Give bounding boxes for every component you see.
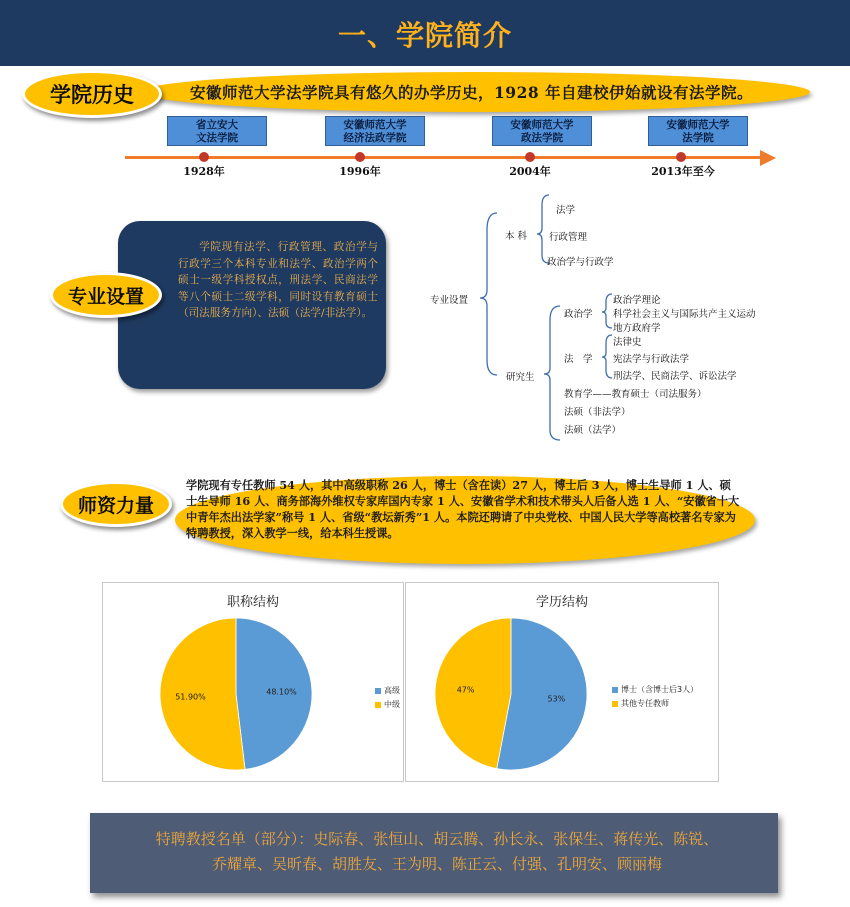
legend-swatch <box>375 702 381 708</box>
professors-line: 特聘教授名单（部分）：史际春、张恒山、胡云腾、孙长永、张保生、蒋传光、陈锐、 <box>155 830 719 848</box>
legend-item <box>612 684 698 695</box>
tree-other-item: 法硕（非法学） <box>564 407 631 418</box>
majors-tree-lines <box>0 0 850 450</box>
tree-law-label: 法 学 <box>564 354 593 365</box>
professors-line: 乔耀章、吴昕春、胡胜友、王为明、陈正云、付强、孔明安、顾丽梅 <box>211 855 662 873</box>
chart-title-structure <box>102 582 404 782</box>
faculty-label: 师资力量 <box>60 481 172 527</box>
tree-root: 专业设置 <box>430 295 469 306</box>
tree-undergrad-item: 政治学与行政学 <box>547 257 614 268</box>
tree-undergrad-label: 本 科 <box>505 231 528 242</box>
timeline-name-line2: 经济法政学院 <box>343 132 407 144</box>
tree-politics-item: 政治学理论 <box>613 295 661 306</box>
pie-data-label: 47% <box>456 685 475 695</box>
chart-title: 职称结构 <box>226 595 279 610</box>
legend-item <box>612 698 669 709</box>
chart-title: 学历结构 <box>535 595 588 610</box>
timeline-name-line2: 法学院 <box>682 132 714 144</box>
history-summary: 安徽师范大学法学院具有悠久的办学历史，1928 年自建校伊始就设有法学院。 <box>190 83 754 102</box>
timeline-year: 1928年 <box>183 165 225 178</box>
legend-swatch <box>612 701 618 707</box>
legend-label: 中级 <box>384 700 400 709</box>
pie-data-label: 51.90% <box>175 692 206 702</box>
legend-item <box>375 685 400 696</box>
chart-education-structure <box>405 582 719 782</box>
tree-law-item: 法律史 <box>613 337 642 348</box>
tree-graduate-label: 研究生 <box>506 372 535 383</box>
tree-other-item: 教育学——教育硕士（司法服务） <box>564 389 707 400</box>
timeline-name-line1: 省立安大 <box>196 119 238 131</box>
tree-law-item: 刑法学、民商法学、诉讼法学 <box>613 371 737 382</box>
legend-label: 博士（含博士后3人） <box>621 685 699 694</box>
legend-label: 高级 <box>384 686 400 695</box>
majors-label: 专业设置 <box>50 272 162 318</box>
timeline-year: 2013年至今 <box>651 165 715 178</box>
tree-law-item: 宪法学与行政法学 <box>613 354 690 365</box>
timeline-name-line1: 安徽师范大学 <box>343 119 407 131</box>
faculty-description: 学院现有专任教师 54 人，其中高级职称 26 人，博士（含在读）27 人，博士后 3 人，博士生导师 1 人、硕士生导师 16 人、商务部海外维权专家库国内专家 1 人、安徽省学术和技术带头人后备人选 1 人、“安徽省十大中青年杰出法学家”称号 1 人、省级“教坛新秀”1 人。本院还聘请了中央党校、中国人民大学等高校著名专家为特聘教授，深入教学一线，给本科生授课。 <box>186 478 740 540</box>
timeline-name-line1: 安徽师范大学 <box>510 119 574 131</box>
tree-other-item: 法硕（法学） <box>564 425 622 436</box>
pie-data-label: 48.10% <box>266 687 297 697</box>
legend-item <box>375 699 400 710</box>
legend-swatch <box>375 688 381 694</box>
pie-data-label: 53% <box>547 694 566 704</box>
majors-description: 学院现有法学、行政管理、政治学与行政学三个本科专业和法学、政治学两个硕士一级学科授权点，刑法学、民商法学等八个硕士二级学科，同时设有教育硕士（司法服务方向）、法硕（法学/非法学）。 <box>178 241 378 319</box>
pie-chart-title-structure <box>103 583 405 783</box>
timeline-year: 1996年 <box>339 165 381 178</box>
timeline-name-line1: 安徽师范大学 <box>666 119 730 131</box>
professors-list <box>112 827 762 877</box>
tree-undergrad-item: 行政管理 <box>549 232 588 243</box>
page-title: 一、学院简介 <box>337 19 512 52</box>
history-label: 学院历史 <box>22 70 162 118</box>
timeline-name-line2: 政法学院 <box>521 132 563 144</box>
timeline-name-line2: 文法学院 <box>196 132 238 144</box>
legend-swatch <box>612 687 618 693</box>
pie-chart-education-structure <box>406 583 720 783</box>
tree-politics-item: 地方政府学 <box>613 323 661 334</box>
legend-label: 其他专任教师 <box>621 699 669 708</box>
tree-politics-label: 政治学 <box>564 309 593 320</box>
tree-undergrad-item: 法学 <box>556 205 576 216</box>
tree-politics-item: 科学社会主义与国际共产主义运动 <box>613 309 756 320</box>
timeline-year: 2004年 <box>509 165 551 178</box>
